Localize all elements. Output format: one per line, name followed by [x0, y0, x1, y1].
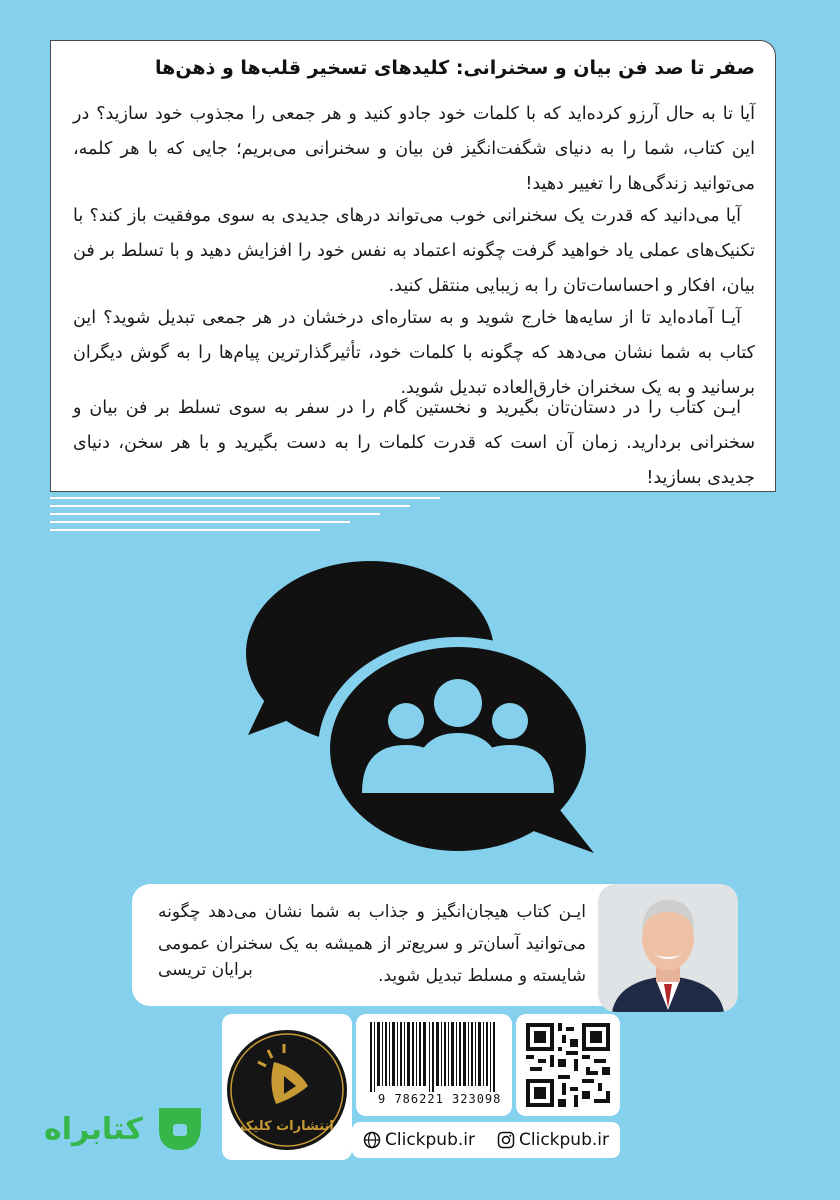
- barcode-number: 9 786221 323098: [378, 1092, 502, 1106]
- barcode-panel: [356, 1014, 512, 1116]
- quote-author: برایان تریسی: [158, 960, 253, 980]
- instagram-link[interactable]: [497, 1130, 609, 1150]
- publisher-panel: [222, 1014, 352, 1160]
- paragraph-2: آیا می‌دانید که قدرت یک سخنرانی خوب می‌تواند درهای جدیدی به سوی موفقیت باز کند؟ با تکنیک‌های عملی یاد خواهید گرفت چگونه اعتماد به نفس خود را افزایش دهید و با تسلط بر فن بیان، افکار و احساسات‌تان را به زیبایی منتقل کنید.: [73, 206, 755, 296]
- publisher-logo-icon: [222, 1028, 352, 1158]
- decor-stripe: [50, 529, 320, 531]
- publisher-name: انتشارات کلیک: [240, 1119, 334, 1134]
- decor-stripe: [50, 505, 410, 507]
- barcode-icon: [356, 1020, 512, 1100]
- paragraph-1: آیا تا به حال آرزو کرده‌اید که با کلمات خود جادو کنید و هر جمعی را مجذوب خود سازید؟ در این کتاب، شما را به دنیای شگفت‌انگیز فن بیان و سخنرانی می‌بریم؛ جایی که با هر کلمه، می‌توانید زندگی‌ها را تغییر دهید!: [73, 104, 755, 194]
- website-text: Clickpub.ir: [385, 1130, 475, 1150]
- social-links: [352, 1122, 620, 1158]
- author-photo: [598, 884, 738, 1012]
- decor-stripe: [50, 513, 380, 515]
- speech-bubbles-icon: [238, 553, 598, 863]
- quote-text: ایـن کتاب هیجان‌انگیز و جذاب به شما نشان می‌دهد چگونه می‌توانید آسان‌تر و سریع‌تر از همیشه به یک سخنران عمومی شایسته و مسلط تبدیل شوید.: [158, 902, 586, 986]
- ketabrah-icon: [151, 1100, 209, 1158]
- ketabrah-logo: [44, 1100, 209, 1158]
- paragraph-3: آیـا آماده‌اید تا از سایه‌ها خارج شوید و به ستاره‌ای درخشان در هر جمعی تبدیل شوید؟ این کتاب به شما نشان می‌دهد که چگونه با کلمات خود، تأثیرگذارترین پیام‌ها را به گوش دیگران برسانید و به یک سخنران خارق‌العاده تبدیل شوید.: [73, 308, 755, 398]
- paragraph-4: ایـن کتاب را در دستان‌تان بگیرید و نخستین گام را در سفر به سوی تسلط بر فن بیان و سخنرانی بردارید. زمان آن است که قدرت کلمات را به دست بگیرید و با هر سخن، دنیای جدیدی بسازید!: [73, 398, 755, 488]
- instagram-text: Clickpub.ir: [519, 1130, 609, 1150]
- website-link[interactable]: [363, 1130, 475, 1150]
- description-box: [50, 40, 776, 492]
- book-title: صفر تا صد فن بیان و سخنرانی: کلیدهای تسخیر قلب‌ها و ذهن‌ها: [155, 57, 755, 79]
- decor-stripe: [50, 497, 440, 499]
- ketabrah-label: کتابراه: [44, 1111, 143, 1147]
- instagram-icon: [497, 1131, 515, 1149]
- globe-icon: [363, 1131, 381, 1149]
- qr-code-icon[interactable]: [526, 1023, 610, 1107]
- qr-panel: [516, 1014, 620, 1116]
- decor-stripe: [50, 521, 350, 523]
